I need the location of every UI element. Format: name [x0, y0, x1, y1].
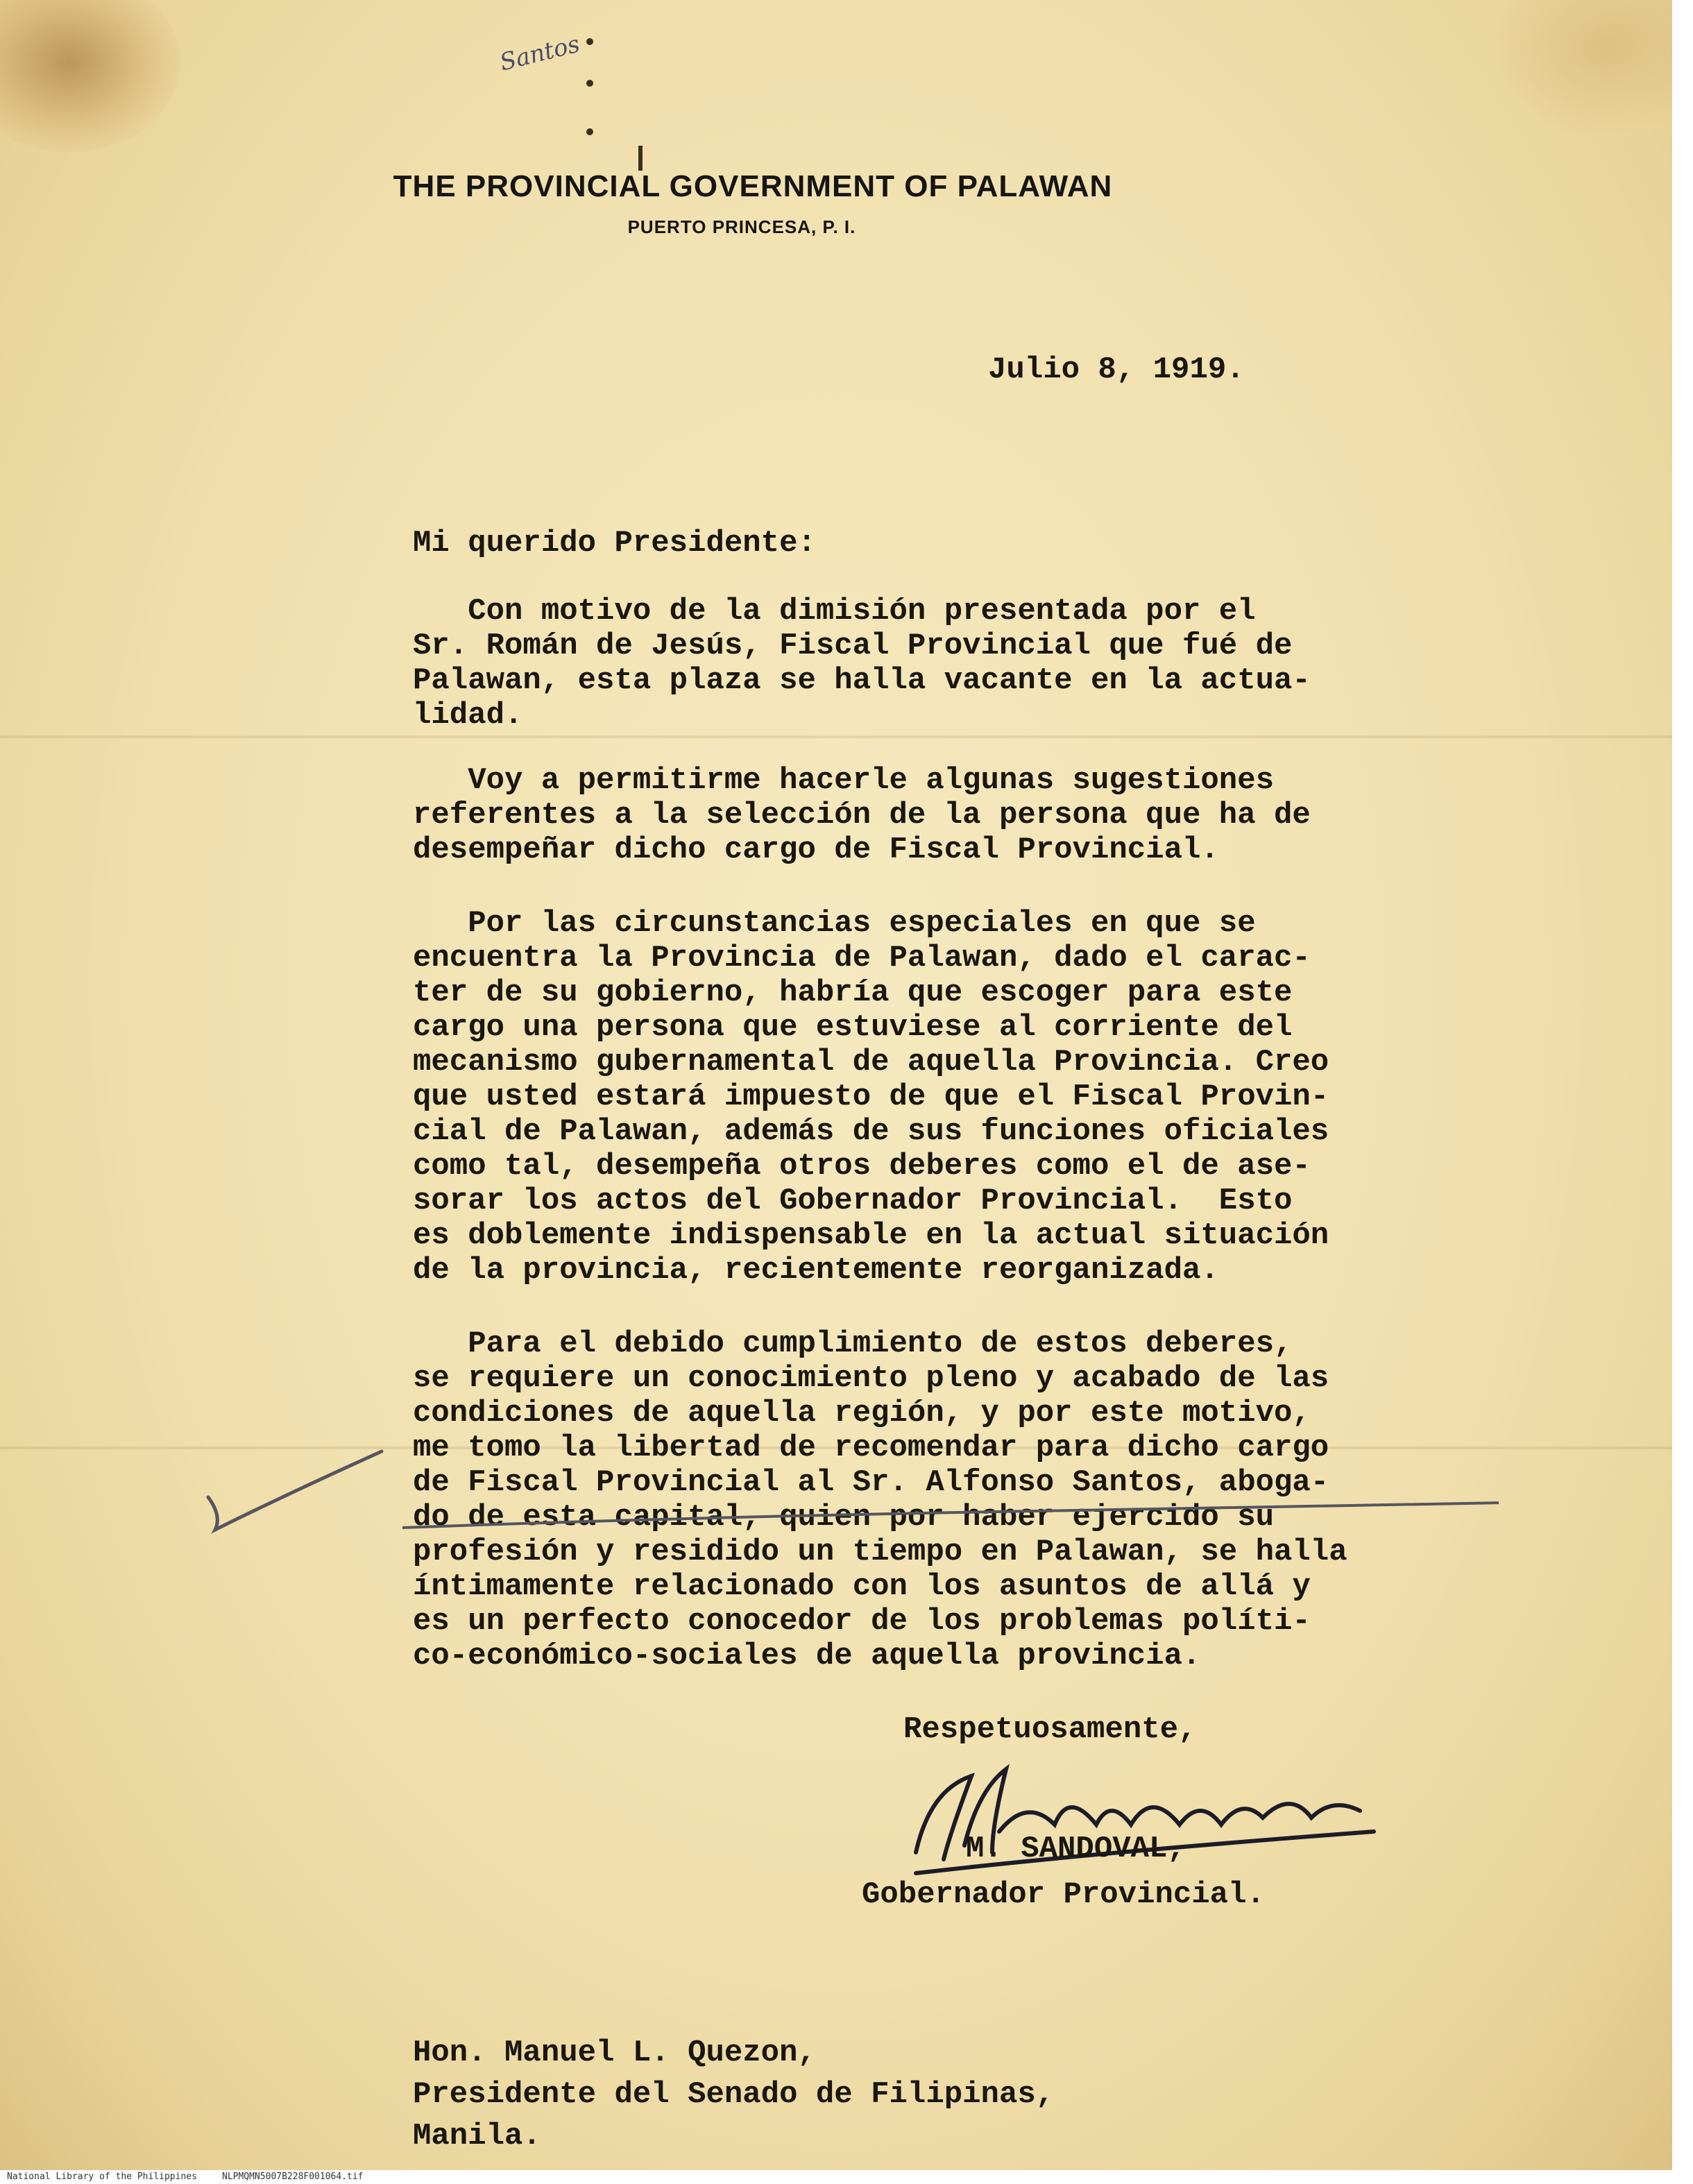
footer-filename: NLPMQMN5007B228F001064.tif — [222, 2172, 364, 2182]
text-line: encuentra la Provincia de Palawan, dado el carac- — [413, 941, 1311, 975]
text-line: condiciones de aquella región, y por este motivo, — [413, 1396, 1311, 1431]
text-line: referentes a la selección de la persona que ha de — [413, 798, 1311, 833]
text-line: como tal, desempeña otros deberes como el de ase- — [413, 1149, 1311, 1184]
addressee-line: Presidente del Senado de Filipinas, — [413, 2077, 1055, 2112]
text-line: desempeñar dicho cargo de Fiscal Provincial. — [413, 833, 1219, 867]
text-line: co-económico-sociales de aquella provincia. — [413, 1639, 1201, 1673]
signer-title: Gobernador Provincial. — [862, 1877, 1265, 1912]
text-line: es un perfecto conocedor de los problemas políti- — [413, 1604, 1311, 1639]
handwritten-annotation — [493, 28, 604, 83]
text-line: ter de su gobierno, habría que escoger para este — [413, 975, 1293, 1010]
text-line: Palawan, esta plaza se halla vacante en la actua- — [413, 663, 1311, 698]
text-line: Sr. Román de Jesús, Fiscal Provincial que fué de — [413, 629, 1293, 663]
text-line: de Fiscal Provincial al Sr. Alfonso Santos, aboga- — [413, 1465, 1329, 1500]
text-line: se requiere un conocimiento pleno y acabado de las — [413, 1361, 1329, 1396]
text-line: cargo una persona que estuviese al corriente del — [413, 1010, 1293, 1045]
text-line: de la provincia, recientemente reorganizada. — [413, 1253, 1219, 1288]
footer-library: National Library of the Philippines — [7, 2172, 197, 2182]
salutation: Mi querido Presidente: — [413, 526, 816, 561]
text-line: Con motivo de la dimisión presentada por el — [413, 594, 1256, 629]
text-line: profesión y residido un tiempo en Palawan, se halla — [413, 1535, 1347, 1569]
text-line: es doblemente indispensable en la actual situación — [413, 1218, 1329, 1253]
text-line: Voy a permitirme hacerle algunas sugestiones — [413, 763, 1275, 798]
text-line: do de esta capital, quien por haber ejercido su — [413, 1500, 1275, 1535]
svg-text:Santos: Santos — [497, 30, 583, 77]
text-line: íntimamente relacionado con los asuntos de allá y — [413, 1569, 1311, 1604]
pencil-checkmark — [194, 1443, 402, 1540]
text-line: me tomo la libertad de recomendar para dicho cargo — [413, 1431, 1329, 1465]
addressee-line: Hon. Manuel L. Quezon, — [413, 2036, 816, 2070]
pencil-underline — [389, 1478, 1499, 1533]
text-line: sorar los actos del Gobernador Provincial. Esto — [413, 1184, 1293, 1218]
scan-footer — [0, 2170, 1693, 2184]
text-line: Para el debido cumplimiento de estos deberes, — [413, 1326, 1293, 1361]
letter-date: Julio 8, 1919. — [988, 352, 1245, 387]
text-line: mecanismo gubernamental de aquella Provincia. Creo — [413, 1045, 1329, 1080]
corner-darkening — [1492, 0, 1672, 139]
text-line: Por las circunstancias especiales en que se — [413, 906, 1256, 941]
letterhead-title: THE PROVINCIAL GOVERNMENT OF PALAWAN — [393, 169, 1113, 203]
text-line: lidad. — [413, 698, 523, 733]
text-line: cial de Palawan, además de sus funciones oficiales — [413, 1114, 1329, 1149]
closing: Respetuosamente, — [903, 1712, 1197, 1747]
signer-name: M. SANDOVAL, — [966, 1832, 1186, 1866]
addressee-line: Manila. — [413, 2119, 541, 2153]
paper-fold — [0, 735, 1672, 738]
text-line: que usted estará impuesto de que el Fiscal Provin- — [413, 1080, 1329, 1114]
letterhead-subtitle: PUERTO PRINCESA, P. I. — [627, 216, 856, 237]
water-stain — [0, 0, 180, 153]
